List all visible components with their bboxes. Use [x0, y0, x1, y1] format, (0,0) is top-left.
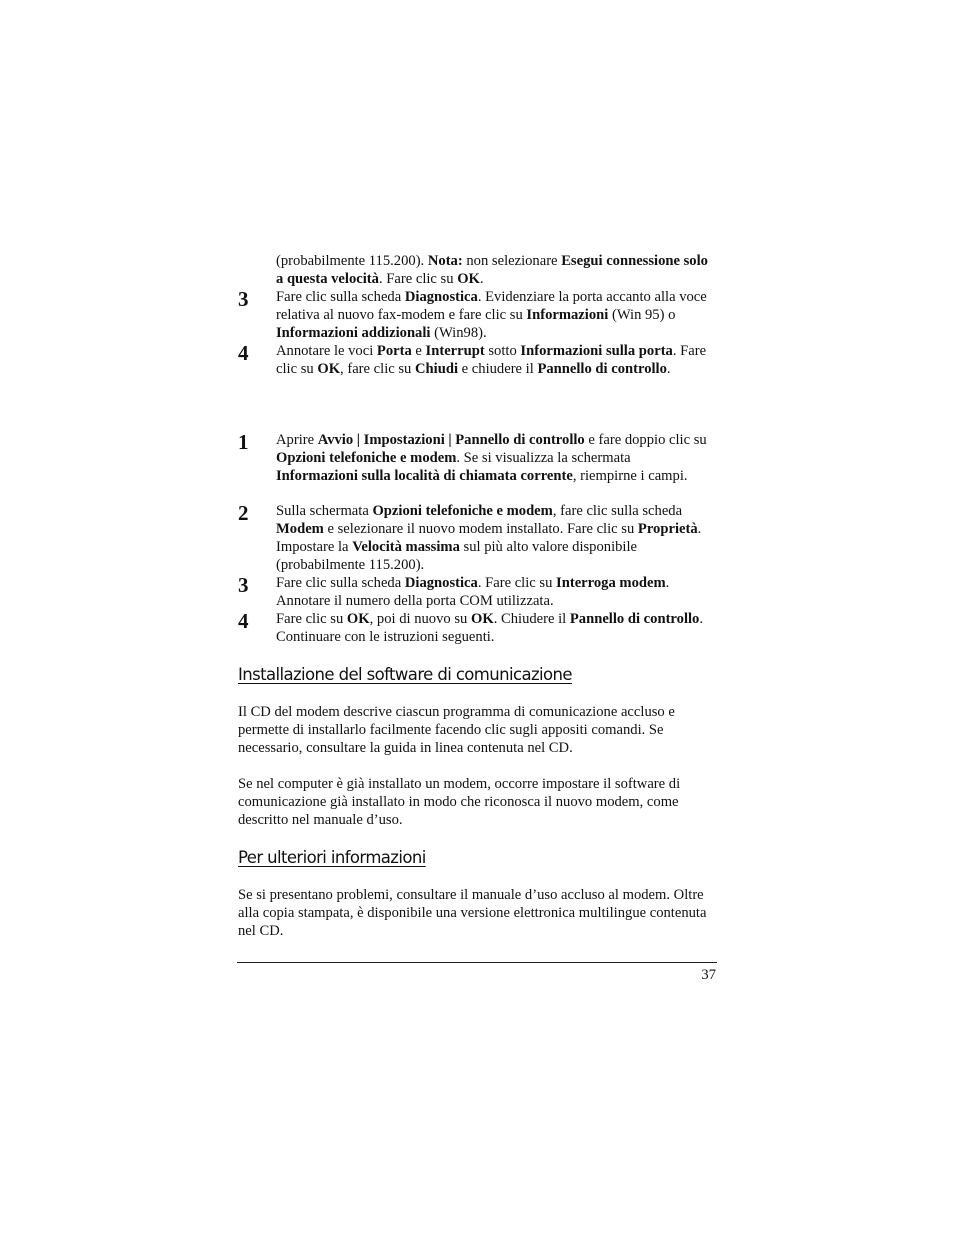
paragraph-more-info: Se si presentano problemi, consultare il manuale d’uso accluso al modem. Oltre alla copia stampata, è disponibile una versione elettronica multilingue contenuta nel CD.	[238, 887, 707, 939]
step-number: 2	[238, 501, 249, 525]
step-text	[276, 574, 716, 610]
step-number: 3	[238, 287, 249, 311]
step-text	[276, 252, 716, 288]
bold-run: OK	[470, 611, 494, 627]
text-run: (Win 95) o	[608, 307, 676, 323]
bold-run: Velocità massima	[352, 539, 460, 555]
text-run: (Win98).	[430, 325, 487, 341]
step-number: 1	[238, 430, 249, 454]
bold-run: Opzioni telefoniche e modem	[276, 450, 457, 466]
text-run: Fare clic su	[276, 611, 347, 627]
page-number: 37	[701, 967, 716, 983]
text-run: e selezionare il nuovo modem installato. Fare clic su	[323, 521, 638, 537]
text-run: Annotare le voci	[276, 343, 377, 359]
text-run: (probabilmente 115.200).	[276, 253, 428, 269]
text-run: . Evidenziare la porta accanto alla voce relativa al nuovo fax-modem e fare clic su	[276, 289, 707, 323]
text-run: Fare clic sulla scheda	[276, 289, 405, 305]
paragraph-software-1: Il CD del modem descrive ciascun programma di comunicazione accluso e permette di installarlo facilmente facendo clic sugli appositi comandi. Se necessario, consultare la guida in linea contenuta nel CD.	[238, 704, 675, 756]
text-run: , riempirne i campi.	[572, 468, 688, 484]
bold-run: Proprietà	[637, 521, 698, 537]
text-run: e fare doppio clic su	[584, 432, 707, 448]
bold-run: Informazioni	[526, 307, 609, 323]
text-run: . Annotare il numero della porta COM utilizzata.	[276, 575, 670, 609]
bold-run: Pannello di controllo	[569, 611, 700, 627]
bold-run: Diagnostica	[404, 289, 478, 305]
bold-run: Interrupt	[425, 343, 485, 359]
bold-run: OK	[346, 611, 370, 627]
step-number: 4	[238, 609, 249, 633]
text-run: . Fare clic su	[276, 343, 707, 377]
bold-run: Pannello di controllo	[537, 361, 667, 377]
text-run: , fare clic su	[340, 361, 416, 377]
bold-run: Informazioni addizionali	[276, 325, 431, 341]
step-text	[276, 342, 716, 378]
footer-rule	[237, 962, 717, 963]
bold-run: OK	[457, 271, 480, 287]
paragraph-software-2: Se nel computer è già installato un modem, occorre impostare il software di comunicazione già installato in modo che riconosca il nuovo modem, come descritto nel manuale d’uso.	[238, 776, 681, 828]
step-text	[276, 288, 716, 342]
bold-run: Chiudi	[415, 361, 459, 377]
bold-run: Informazioni sulla porta	[520, 343, 673, 359]
text-run: non selezionare	[462, 253, 562, 269]
bold-run: OK	[317, 361, 341, 377]
bold-run: Modem	[276, 521, 324, 537]
text-run: . Continuare con le istruzioni seguenti.	[276, 611, 704, 645]
text-run: . Impostare la	[276, 521, 702, 555]
text-run: e	[411, 343, 426, 359]
bold-run: Interroga modem	[556, 575, 666, 591]
step-number: 3	[238, 573, 249, 597]
bold-run: Porta	[376, 343, 412, 359]
bold-run: Informazioni sulla località di chiamata corrente	[276, 468, 573, 484]
text-run: . Fare clic su	[378, 271, 458, 287]
text-run: .	[479, 271, 484, 287]
text-run: .	[666, 361, 671, 377]
step-text	[276, 431, 716, 485]
text-run: . Fare clic su	[477, 575, 557, 591]
text-run: . Chiudere il	[493, 611, 570, 627]
step-text	[276, 610, 716, 646]
text-run: , fare clic sulla scheda	[552, 503, 683, 519]
text-run: sotto	[484, 343, 521, 359]
text-run: . Se si visualizza la schermata	[456, 450, 631, 466]
text-run: Fare clic sulla scheda	[276, 575, 405, 591]
text-run: , poi di nuovo su	[369, 611, 471, 627]
text-run: sul più alto valore disponibile (probabilmente 115.200).	[276, 539, 638, 573]
bold-run: Nota:	[427, 253, 463, 269]
bold-run: Avvio | Impostazioni | Pannello di controllo	[317, 432, 585, 448]
bold-run: Opzioni telefoniche e modem	[372, 503, 553, 519]
step-number: 4	[238, 341, 249, 365]
text-run: e chiudere il	[458, 361, 538, 377]
heading-more-info: Per ulteriori informazioni	[238, 848, 426, 867]
heading-software: Installazione del software di comunicazione	[238, 665, 572, 684]
text-run: Sulla schermata	[276, 503, 373, 519]
bold-run: Diagnostica	[404, 575, 478, 591]
bold-run: Esegui connessione solo a questa velocità	[276, 253, 708, 287]
step-text	[276, 502, 716, 574]
text-run: Aprire	[276, 432, 318, 448]
